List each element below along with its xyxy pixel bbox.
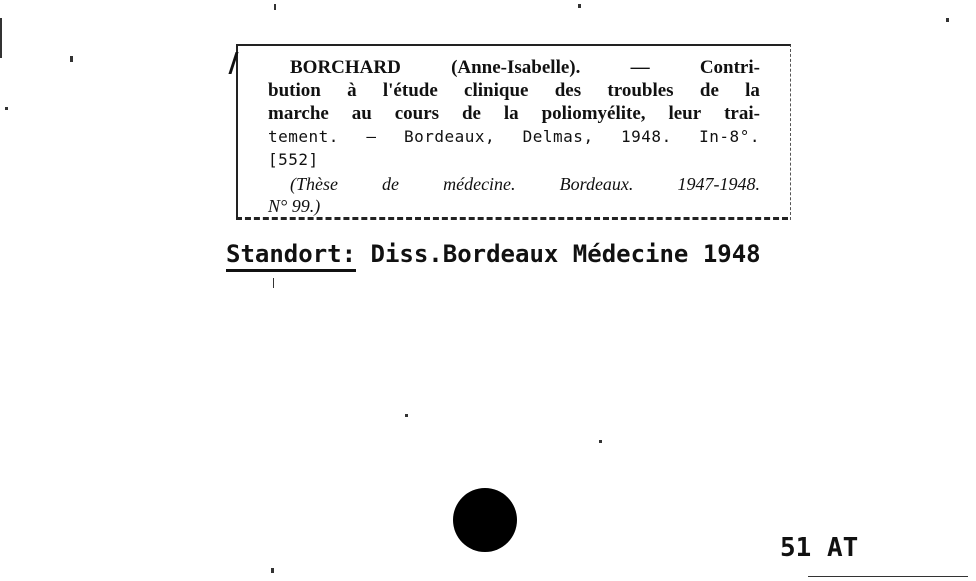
speck [273,278,274,288]
speck [599,440,602,443]
entry-line-2: bution à l'étude clinique des troubles de la [268,80,760,101]
entry-line-6: (Thèse de médecine. Bordeaux. 1947-1948. [290,174,760,194]
speck [946,18,949,22]
speck [0,18,2,58]
entry-line-1: BORCHARD (Anne-Isabelle). — Contri- [290,57,760,78]
entry-line-7: N° 99.) [268,196,321,216]
speck [808,576,968,577]
standort-line [226,238,761,270]
standort-label: Standort: [226,240,356,272]
standort-value: Diss.Bordeaux Médecine 1948 [370,240,761,268]
speck [5,107,8,110]
entry-line-5: [552] [268,150,319,169]
speck [405,414,408,417]
speck [274,4,276,10]
entry-line-4: tement. — Bordeaux, Delmas, 1948. In-8°. [268,127,760,146]
speck [578,4,581,8]
speck [70,56,73,62]
shelfmark: 51 AT [780,533,859,563]
speck [271,568,274,573]
punch-hole [453,488,517,552]
entry-line-3: marche au cours de la poliomyélite, leur trai- [268,103,760,124]
